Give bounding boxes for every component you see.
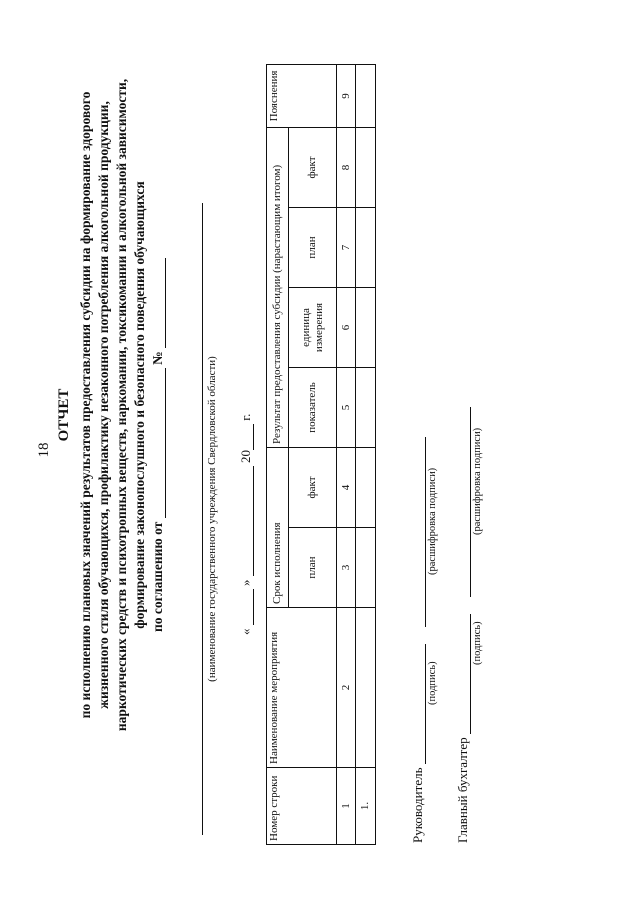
date-year-prefix: 20 [238,450,253,463]
accountant-signature-line [455,407,471,843]
unit-cell[interactable] [356,287,376,367]
column-number: 5 [337,367,356,447]
deadline-plan-cell[interactable] [356,528,376,608]
column-number: 7 [337,207,356,287]
row-number-cell: 1. [356,768,376,845]
report-title: ОТЧЕТ [56,388,72,442]
table-row [356,64,376,844]
event-name-cell[interactable] [356,608,376,768]
column-number: 8 [337,127,356,207]
report-subtitle-line-2: жизненного стиля обучающихся, профилактику незаконного потребления алкогольной продукции, [96,101,111,709]
report-subtitle-line-1: по исполнению плановых значений результатов предоставления субсидии на формирование здорового [78,91,93,719]
header-deadline: Срок исполнения [267,447,289,607]
head-label: Руководитель [410,767,425,843]
column-number: 2 [337,608,356,768]
header-deadline-fact: факт [289,447,337,527]
header-unit: единица измерения [289,287,337,367]
agreement-line [150,135,166,755]
header-result-plan: план [289,207,337,287]
header-deadline-plan: план [289,528,337,608]
page-number: 18 [36,442,52,458]
accountant-transcript-caption: (расшифровка подписи) [472,427,483,535]
column-number: 6 [337,287,356,367]
column-number: 9 [337,64,356,127]
date-open-quote: « [238,628,253,635]
notes-cell[interactable] [356,64,376,127]
column-number: 3 [337,528,356,608]
accountant-label: Главный бухгалтер [455,737,470,843]
header-result: Результат предоставления субсидии (нарастающим итогом) [267,127,289,447]
header-indicator: показатель [289,367,337,447]
table-header-row [267,64,289,844]
accountant-transcript-field[interactable] [457,407,471,597]
head-transcript-caption: (расшифровка подписи) [427,467,438,575]
accountant-signature-field[interactable] [457,614,471,734]
agreement-number-sign: № [150,351,165,365]
table-column-numbers-row [337,64,356,844]
report-date-line [238,235,254,635]
date-year-suffix: г. [238,413,253,421]
result-fact-cell[interactable] [356,127,376,207]
header-row-number: Номер строки [267,768,337,845]
agreement-number-field[interactable] [151,258,166,348]
institution-name-field[interactable] [202,203,203,835]
column-number: 4 [337,447,356,527]
header-notes: Пояснения [267,64,337,127]
indicator-cell[interactable] [356,367,376,447]
report-table [266,64,376,845]
accountant-signature-caption: (подпись) [472,621,483,665]
date-day-field[interactable] [240,589,254,625]
head-transcript-field[interactable] [412,437,426,627]
head-signature-field[interactable] [412,644,426,764]
head-signature-line [410,437,426,843]
head-signature-caption: (подпись) [427,661,438,705]
header-result-fact: факт [289,127,337,207]
header-event-name: Наименование мероприятия [267,608,337,768]
agreement-prefix: по соглашению от [150,521,165,632]
date-year-field[interactable] [240,424,254,450]
institution-caption: (наименование государственного учреждения Свердловской области) [206,356,218,682]
column-number: 1 [337,768,356,845]
agreement-date-field[interactable] [151,368,166,518]
report-subtitle-line-4: формирование законопослушного и безопасного поведения обучающихся [132,181,147,629]
deadline-fact-cell[interactable] [356,447,376,527]
report-subtitle-line-3: наркотических средств и психотропных веществ, наркомании, токсикомании и алкогольной зависимости, [114,78,129,732]
date-close-quote: » [238,579,253,586]
date-month-field[interactable] [240,466,254,576]
result-plan-cell[interactable] [356,207,376,287]
